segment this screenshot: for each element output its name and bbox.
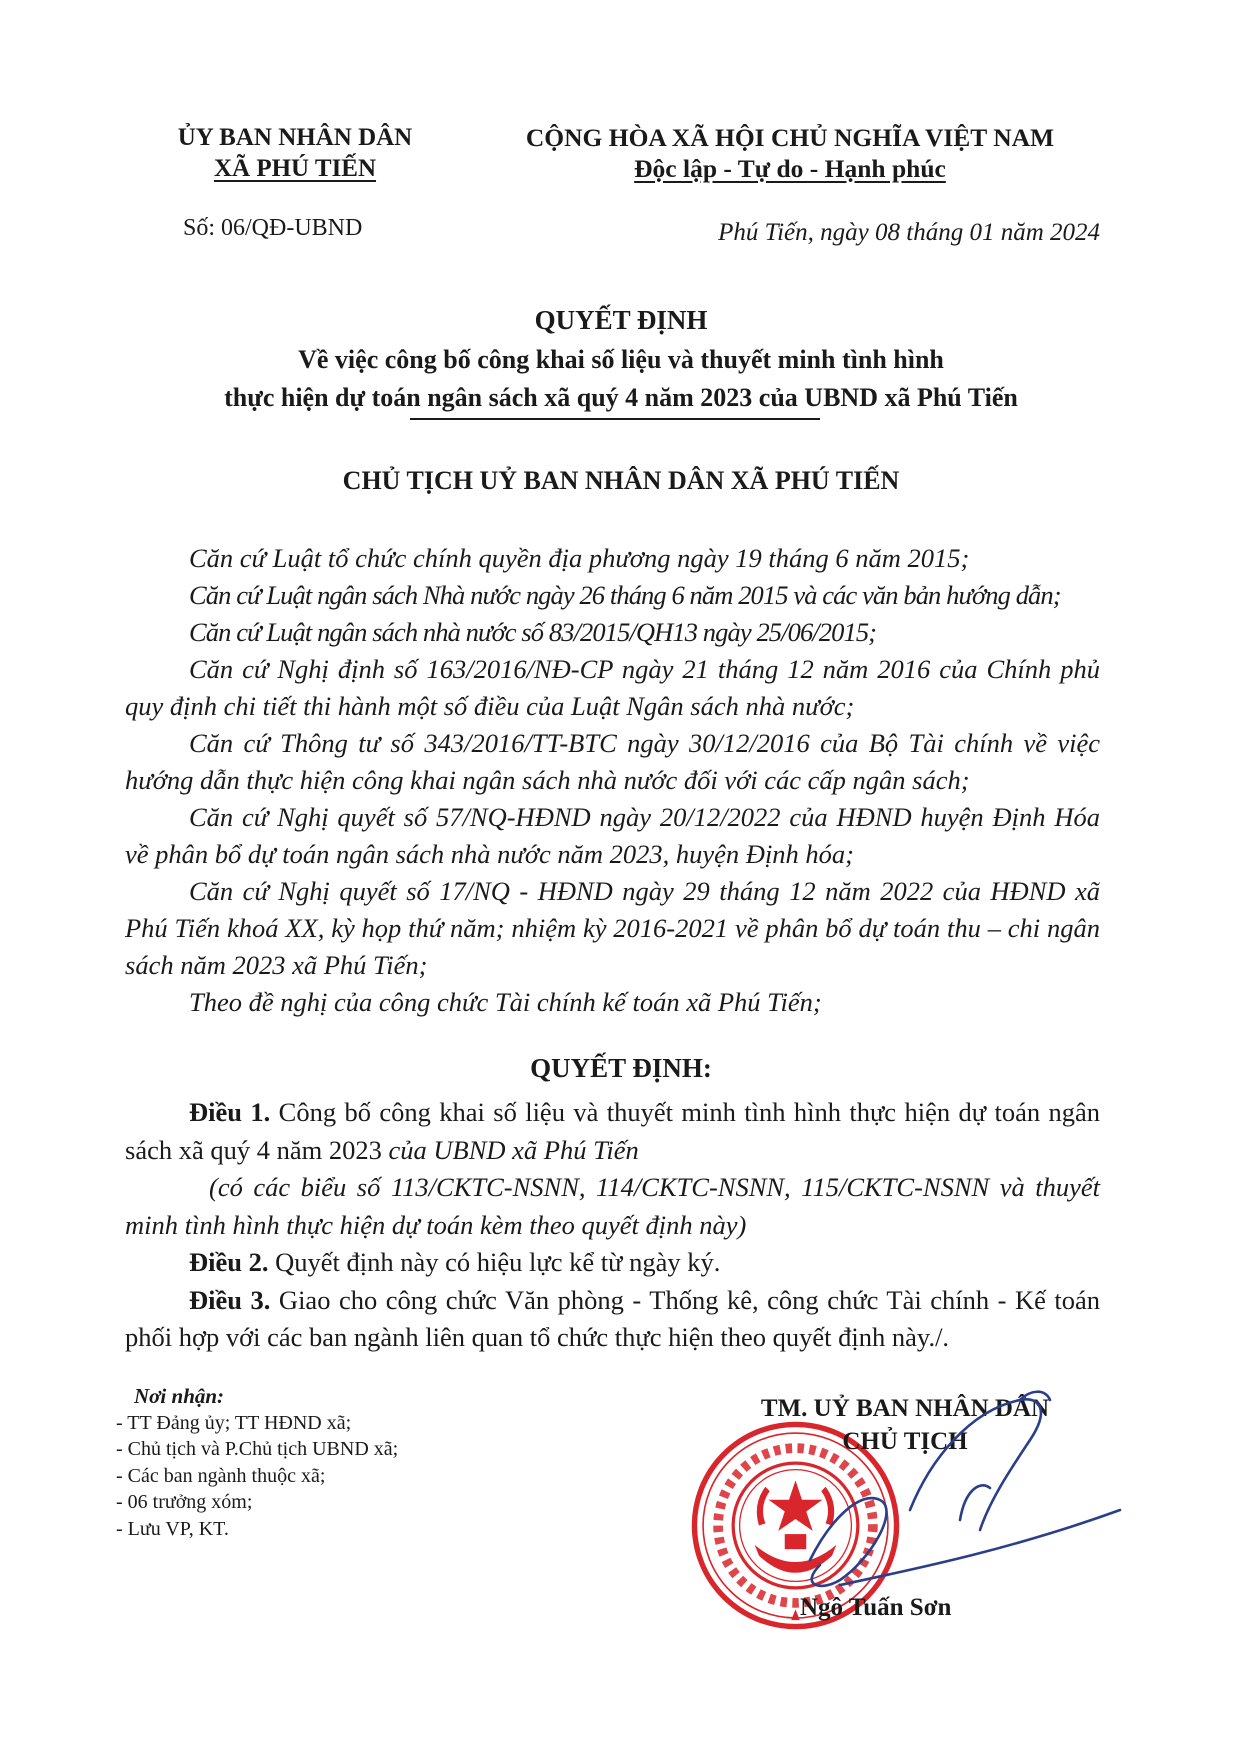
- basis-item: Căn cứ Nghị quyết số 57/NQ-HĐND ngày 20/12/2022 của HĐND huyện Định Hóa về phân bổ dự toán ngân sách nhà nước năm 2023, huyện Định hóa;: [125, 802, 1100, 869]
- signature-line-2: CHỦ TỊCH: [842, 1428, 968, 1455]
- article-2-text: Quyết định này có hiệu lực kể từ ngày ký.: [268, 1247, 721, 1277]
- issuing-agency: [150, 122, 440, 184]
- document-title: QUYẾT ĐỊNH: [534, 305, 708, 335]
- article-1-note: (có các biểu số 113/CKTC-NSNN, 114/CKTC-NSNN, 115/CKTC-NSNN và thuyết minh tình hình thực hiện dự toán kèm theo quyết định này): [125, 1172, 1100, 1240]
- article-1: [125, 1094, 1100, 1169]
- recipient-item: - Các ban ngành thuộc xã;: [116, 1464, 326, 1487]
- agency-line-2: XÃ PHÚ TIẾN: [213, 155, 377, 182]
- recipient-item: - Lưu VP, KT.: [116, 1517, 229, 1540]
- signature-line-1: TM. UỶ BAN NHÂN DÂN: [760, 1395, 1050, 1422]
- basis-item: Căn cứ Nghị định số 163/2016/NĐ-CP ngày 21 tháng 12 năm 2016 của Chính phủ quy định chi tiết thi hành một số điều của Luật Ngân sách nhà nước;: [125, 654, 1100, 721]
- subject-line-2: thực hiện dự toán ngân sách xã quý 4 năm 2023 của UBND xã Phú Tiến: [224, 383, 1018, 412]
- decision-heading: QUYẾT ĐỊNH:: [530, 1053, 712, 1083]
- recipient-item: - TT Đảng ủy; TT HĐND xã;: [116, 1411, 352, 1434]
- recipient-item: - 06 trưởng xóm;: [116, 1491, 253, 1513]
- subject-line-1: Về việc công bố công khai số liệu và thuyết minh tình hình: [298, 345, 944, 374]
- article-3-text: Giao cho công chức Văn phòng - Thống kê, công chức Tài chính - Kế toán phối hợp với các ban ngành liên quan tổ chức thực hiện theo quyết định này./.: [125, 1284, 1101, 1352]
- basis-item: Theo đề nghị của công chức Tài chính kế toán xã Phú Tiến;: [189, 987, 822, 1017]
- article-1-text: Công bố công khai số liệu và thuyết minh tình hình thực hiện dự toán ngân sách xã quý 4 năm 2023: [125, 1097, 1100, 1165]
- article-1-label: Điều 1.: [189, 1097, 271, 1127]
- basis-item: Căn cứ Luật ngân sách Nhà nước ngày 26 tháng 6 năm 2015 và các văn bản hướng dẫn;: [189, 580, 1061, 610]
- issue-date: Phú Tiến, ngày 08 tháng 01 năm 2024: [718, 219, 1100, 246]
- basis-item: Căn cứ Luật ngân sách nhà nước số 83/2015/QH13 ngày 25/06/2015;: [189, 617, 877, 647]
- recipient-item: - Chủ tịch và P.Chủ tịch UBND xã;: [116, 1438, 399, 1460]
- article-2: [125, 1244, 1100, 1282]
- nation-line-2: Độc lập - Tự do - Hạnh phúc: [634, 154, 946, 183]
- article-3: [125, 1282, 1100, 1357]
- articles: [125, 1094, 1100, 1357]
- recipients: [116, 1383, 398, 1542]
- recipients-heading: Nơi nhận:: [134, 1384, 225, 1408]
- article-1-text-italic: của UBND xã Phú Tiến: [388, 1134, 639, 1165]
- basis-item: Căn cứ Thông tư số 343/2016/TT-BTC ngày 30/12/2016 của Bộ Tài chính về việc hướng dẫn thực hiện công khai ngân sách nhà nước đối với các cấp ngân sách;: [125, 728, 1100, 795]
- title-underline: [410, 418, 820, 420]
- legal-basis: [125, 540, 1100, 1021]
- basis-item: Căn cứ Luật tổ chức chính quyền địa phương ngày 19 tháng 6 năm 2015;: [189, 543, 970, 573]
- national-motto: [470, 122, 1110, 184]
- article-2-label: Điều 2.: [189, 1247, 269, 1277]
- handwritten-signature-icon: [690, 1370, 1150, 1630]
- authority-heading: CHỦ TỊCH UỶ BAN NHÂN DÂN XÃ PHÚ TIẾN: [342, 466, 900, 495]
- article-3-label: Điều 3.: [189, 1284, 271, 1315]
- signer-name: Ngô Tuấn Sơn: [800, 1594, 952, 1621]
- agency-line-1: ỦY BAN NHÂN DÂN: [177, 124, 413, 151]
- basis-item: Căn cứ Nghị quyết số 17/NQ - HĐND ngày 29 tháng 12 năm 2022 của HĐND xã Phú Tiến khoá XX, kỳ họp thứ năm; nhiệm kỳ 2016-2021 về phân bổ dự toán thu – chi ngân sách năm 2023 xã Phú Tiến;: [125, 876, 1100, 980]
- nation-line-1: CỘNG HÒA XÃ HỘI CHỦ NGHĨA VIỆT NAM: [525, 123, 1055, 152]
- document-number: Số: 06/QĐ-UBND: [183, 215, 363, 241]
